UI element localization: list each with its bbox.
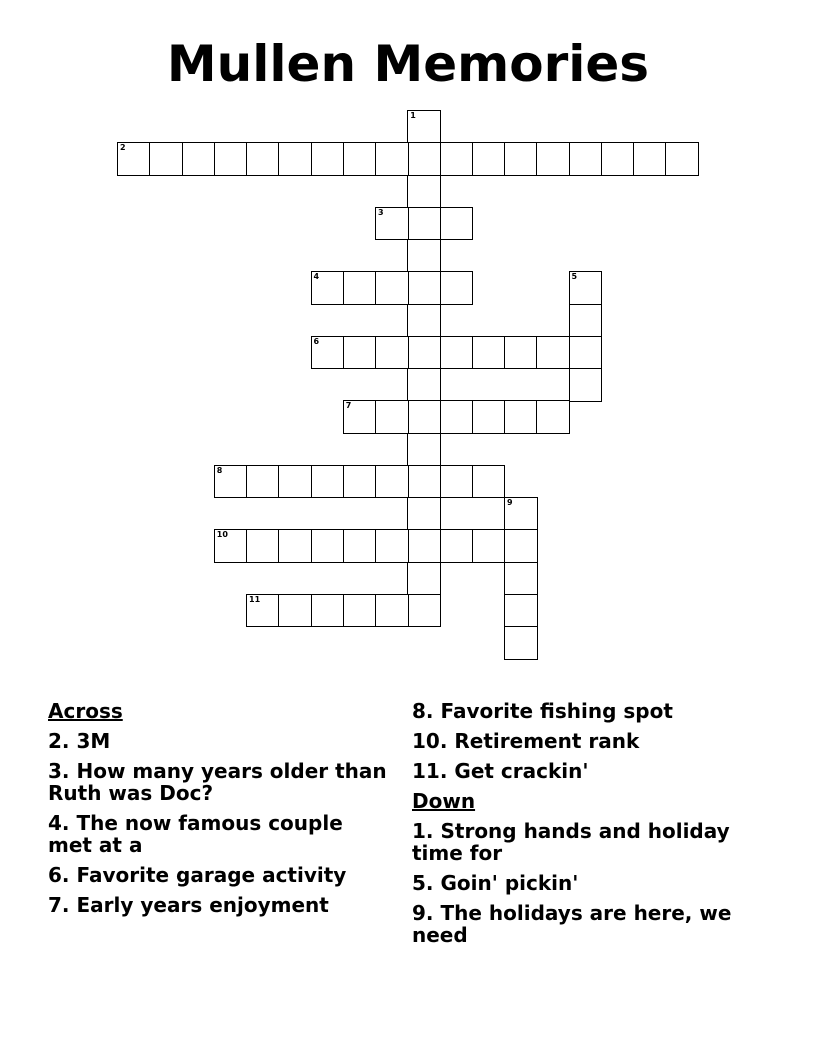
clue-number: 1. [412,819,434,843]
grid-cell[interactable] [343,400,377,434]
clue-across-3 [48,760,388,804]
grid-cell[interactable] [440,271,474,305]
clue-across-7 [48,894,388,916]
clue-number: 10. [412,729,448,753]
clues-column-right [412,700,752,954]
grid-cell[interactable] [278,465,312,499]
clue-down-9 [412,902,752,946]
grid-cell[interactable] [536,400,570,434]
clue-text: Early years enjoyment [76,893,329,917]
grid-cell[interactable] [343,271,377,305]
grid-cell[interactable] [117,142,151,176]
grid-cell[interactable] [246,529,280,563]
grid-cell[interactable] [149,142,183,176]
grid-cell[interactable] [569,304,603,338]
grid-cell[interactable] [440,142,474,176]
grid-cell[interactable] [214,142,248,176]
grid-cell[interactable] [569,336,603,370]
grid-cell[interactable] [343,594,377,628]
cell-number: 5 [571,272,578,282]
grid-cell[interactable] [504,400,538,434]
grid-cell[interactable] [472,465,506,499]
grid-cell[interactable] [633,142,667,176]
clue-number: 8. [412,699,434,723]
grid-cell[interactable] [440,465,474,499]
grid-cell[interactable] [214,465,248,499]
grid-cell[interactable] [407,175,441,209]
grid-cell[interactable] [343,142,377,176]
clue-number: 11. [412,759,448,783]
grid-cell[interactable] [278,594,312,628]
clues-column-left [48,700,388,924]
grid-cell[interactable] [440,529,474,563]
clue-text: 3M [76,729,111,753]
grid-cell[interactable] [311,336,345,370]
grid-cell[interactable] [311,594,345,628]
grid-cell[interactable] [407,304,441,338]
clue-across-6 [48,864,388,886]
grid-cell[interactable] [375,529,409,563]
grid-cell[interactable] [601,142,635,176]
grid-cell[interactable] [440,207,474,241]
grid-cell[interactable] [407,110,441,144]
grid-cell[interactable] [569,142,603,176]
clue-text: Favorite fishing spot [440,699,673,723]
grid-cell[interactable] [278,529,312,563]
page-title: Mullen Memories [166,35,650,93]
clue-number: 7. [48,893,70,917]
grid-cell[interactable] [375,271,409,305]
grid-cell[interactable] [407,207,441,241]
grid-cell[interactable] [504,336,538,370]
grid-cell[interactable] [440,336,474,370]
clue-across-4 [48,812,388,856]
clue-text: Goin' pickin' [440,871,579,895]
grid-cell[interactable] [665,142,699,176]
clue-text: Strong hands and holiday time for [412,819,730,865]
cell-number: 6 [313,336,320,346]
grid-cell[interactable] [375,594,409,628]
cell-number: 3 [378,207,384,217]
grid-cell[interactable] [311,142,345,176]
grid-cell[interactable] [407,271,441,305]
cell-number: 2 [120,143,126,153]
cell-number: 7 [345,401,352,411]
grid-cell[interactable] [246,142,280,176]
grid-cell[interactable] [504,594,538,628]
grid-cell[interactable] [407,529,441,563]
clue-number: 9. [412,901,434,925]
grid-cell[interactable] [504,626,538,660]
cell-number: 9 [507,498,513,507]
grid-cell[interactable] [569,271,603,305]
clue-number: 3. [48,759,70,783]
grid-cell[interactable] [246,594,280,628]
clue-number: 4. [48,811,70,835]
grid-cell[interactable] [311,529,345,563]
grid-cell[interactable] [375,465,409,499]
grid-cell[interactable] [343,529,377,563]
grid-cell[interactable] [182,142,216,176]
cell-number: 4 [313,272,320,282]
grid-cell[interactable] [407,336,441,370]
grid-cell[interactable] [407,142,441,176]
grid-cell[interactable] [375,336,409,370]
grid-cell[interactable] [472,400,506,434]
clue-down-5 [412,872,752,894]
grid-cell[interactable] [343,465,377,499]
grid-cell[interactable] [569,368,603,402]
clue-number: 5. [412,871,434,895]
grid-cell[interactable] [375,400,409,434]
grid-cell[interactable] [214,529,248,563]
clue-text: Retirement rank [454,729,640,753]
clue-across-8 [412,700,752,722]
grid-cell[interactable] [440,400,474,434]
across-heading: Across [48,699,123,723]
grid-cell[interactable] [407,239,441,273]
grid-cell[interactable] [407,465,441,499]
cell-number: 8 [216,465,223,475]
grid-cell[interactable] [246,465,280,499]
grid-cell[interactable] [375,142,409,176]
cell-number: 1 [410,111,416,120]
clue-text: The holidays are here, we need [412,901,732,947]
down-heading: Down [412,789,476,813]
grid-cell[interactable] [407,562,441,596]
grid-cell[interactable] [375,207,409,241]
grid-cell[interactable] [504,142,538,176]
clue-text: Get crackin' [454,759,589,783]
grid-cell[interactable] [472,529,506,563]
grid-cell[interactable] [472,142,506,176]
grid-cell[interactable] [278,142,312,176]
grid-cell[interactable] [504,529,538,563]
clue-text: Favorite garage activity [76,863,347,887]
clue-across-10 [412,730,752,752]
clue-down-1 [412,820,752,864]
clue-number: 6. [48,863,70,887]
grid-cell[interactable] [311,271,345,305]
clue-number: 2. [48,729,70,753]
clue-across-2 [48,730,388,752]
cell-number: 10 [216,530,228,540]
grid-cell[interactable] [407,594,441,628]
grid-cell[interactable] [343,336,377,370]
cell-number: 11 [249,594,261,604]
clue-across-11 [412,760,752,782]
grid-cell[interactable] [504,497,538,531]
grid-cell[interactable] [504,562,538,596]
grid-cell[interactable] [407,368,441,402]
grid-cell[interactable] [472,336,506,370]
clue-text: The now famous couple met at a [48,811,343,857]
grid-cell[interactable] [407,400,441,434]
grid-cell[interactable] [407,497,441,531]
grid-cell[interactable] [407,433,441,467]
grid-cell[interactable] [311,465,345,499]
grid-cell[interactable] [536,336,570,370]
grid-cell[interactable] [536,142,570,176]
clue-text: How many years older than Ruth was Doc? [48,759,387,805]
